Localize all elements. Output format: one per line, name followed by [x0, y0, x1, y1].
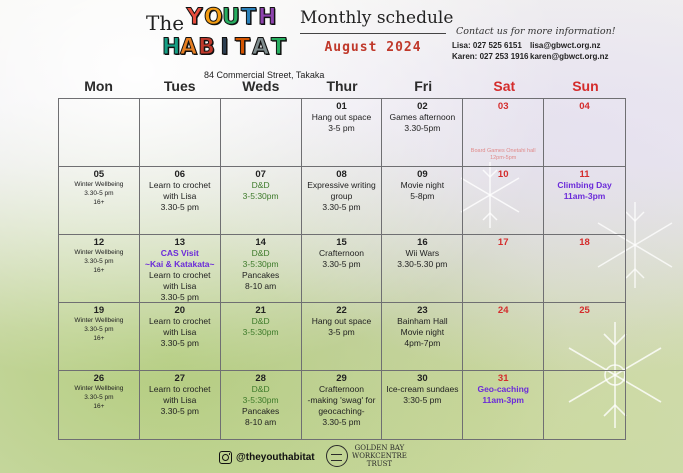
event-text: Games afternoon 3.30-5pm: [389, 112, 456, 133]
calendar-day-cell: [302, 235, 383, 303]
event-text: Bainham Hall Movie night 4pm-7pm: [397, 316, 448, 348]
calendar-day-cell: [59, 235, 140, 303]
day-number: 21: [255, 305, 266, 316]
contact-row: [452, 41, 601, 50]
calendar-day-cell: [59, 303, 140, 371]
calendar-day-cell: [221, 303, 302, 371]
month-label: August 2024: [324, 40, 422, 55]
calendar-day-cell: [221, 167, 302, 235]
day-number: 13: [174, 237, 186, 248]
weekday-sun: Sun: [572, 78, 599, 94]
weekday-mon: Mon: [84, 78, 113, 94]
event-text: Climbing Day 11am-3pm: [557, 180, 612, 201]
event-text: Crafternoon -making 'swag' for geocaching- 3.30-5 pm: [307, 384, 376, 427]
weekday-thur: Thur: [326, 78, 358, 94]
logo-letter: H: [258, 5, 277, 30]
day-number: 23: [417, 305, 428, 316]
event-text: Board Games Onetahi hall 12pm-5pm: [470, 148, 536, 161]
calendar-day-cell: [302, 303, 383, 371]
calendar-day-cell: [221, 99, 302, 167]
weekday-header-row: [58, 78, 626, 94]
address: 84 Commercial Street, Takaka: [204, 70, 325, 80]
event-text: Expressive writing group 3.30-5 pm: [307, 180, 376, 212]
event-text: Winter Wellbeing 3.30-5 pm 16+: [74, 385, 124, 410]
calendar-day-cell: [382, 371, 463, 439]
calendar-grid: [58, 98, 626, 440]
weekday-sat: Sat: [493, 78, 516, 94]
calendar-day-cell: [382, 99, 463, 167]
day-number: 29: [336, 373, 347, 384]
contact-phone: Karen: 027 253 1916: [452, 52, 529, 61]
calendar-day-cell: [544, 167, 625, 235]
day-number: 03: [497, 101, 509, 112]
calendar-day-cell: [302, 371, 383, 439]
day-number: 30: [417, 373, 428, 384]
workcentre-logo: [326, 444, 407, 468]
contact-row: [452, 52, 609, 61]
calendar-day-cell: [140, 303, 221, 371]
day-number: 11: [579, 169, 590, 180]
logo-letter: U: [222, 5, 240, 30]
event-text: Learn to crochet with Lisa 3.30-5 pm: [149, 180, 211, 212]
event-text: Learn to crochet with Lisa 3.30-5 pm: [149, 316, 211, 348]
event-text: Geo-caching 11am-3pm: [477, 384, 529, 405]
event-text: D&D 3-5:30pm: [242, 180, 279, 201]
event-text: Winter Wellbeing 3.30-5 pm 16+: [74, 317, 124, 342]
event-text: Movie night 5-8pm: [400, 180, 445, 201]
event-text: Pancakes 8-10 am: [241, 406, 280, 427]
instagram-link[interactable]: [219, 451, 315, 464]
calendar-day-cell: [302, 167, 383, 235]
calendar-day-cell: [302, 99, 383, 167]
contact-email[interactable]: lisa@gbwct.org.nz: [530, 41, 601, 50]
contact-heading: Contact us for more information!: [456, 26, 616, 37]
day-number: 05: [93, 169, 105, 180]
calendar-day-cell: [463, 371, 544, 439]
day-number: 20: [174, 305, 186, 316]
day-number: 31: [497, 373, 509, 384]
event-text: Winter Wellbeing 3.30-5 pm 16+: [74, 181, 124, 206]
day-number: 15: [336, 237, 347, 248]
contact-email[interactable]: karen@gbwct.org.nz: [530, 52, 609, 61]
golden-bay-workcentre-logo-icon: [326, 445, 348, 467]
day-number: 27: [174, 373, 186, 384]
event-text: Learn to crochet with Lisa 3.30-5 pm: [149, 270, 211, 302]
day-number: 17: [497, 237, 509, 248]
calendar-day-cell: [544, 303, 625, 371]
day-number: 14: [255, 237, 266, 248]
org-line: TRUST: [366, 460, 393, 468]
event-text: Pancakes 8-10 am: [241, 270, 280, 291]
calendar-day-cell: [59, 167, 140, 235]
calendar-day-cell: [382, 167, 463, 235]
calendar-day-cell: [544, 99, 625, 167]
day-number: 10: [497, 169, 509, 180]
org-line: WORKCENTRE: [352, 452, 407, 460]
logo-line-habitat: [162, 35, 287, 61]
contact-phone: Lisa: 027 525 6151: [452, 41, 522, 50]
event-text: Crafternoon 3.30-5 pm: [319, 248, 364, 269]
calendar-day-cell: [140, 371, 221, 439]
event-text: Hang out space 3-5 pm: [311, 112, 372, 133]
calendar-day-cell: [140, 235, 221, 303]
logo-letter: H: [162, 35, 181, 60]
day-number: 07: [255, 169, 266, 180]
day-number: 19: [93, 305, 105, 316]
day-number: 04: [579, 101, 590, 112]
youth-habitat-logo: [146, 3, 296, 69]
event-text: D&D 3-5:30pm: [242, 248, 279, 269]
logo-letter: A: [180, 35, 198, 60]
day-number: 01: [336, 101, 347, 112]
calendar-day-cell: [463, 99, 544, 167]
logo-letter: T: [270, 35, 286, 60]
calendar-day-cell: [221, 371, 302, 439]
event-text: Ice-cream sundaes 3:30-5 pm: [386, 384, 459, 405]
calendar-day-cell: [544, 371, 625, 439]
calendar-day-cell: [544, 235, 625, 303]
logo-letter: I: [220, 35, 229, 60]
logo-letter: B: [198, 35, 215, 60]
day-number: 26: [93, 373, 105, 384]
event-text: D&D 3-5:30pm: [242, 316, 279, 337]
logo-line-youth: [186, 5, 275, 31]
calendar-day-cell: [140, 167, 221, 235]
event-text: D&D 3-5:30pm: [242, 384, 279, 405]
day-number: 24: [497, 305, 509, 316]
org-line: GOLDEN BAY: [354, 444, 405, 452]
calendar-day-cell: [59, 371, 140, 439]
instagram-handle: @theyouthabitat: [236, 452, 315, 463]
event-text: Learn to crochet with Lisa 3.30-5 pm: [149, 384, 211, 416]
day-number: 08: [336, 169, 347, 180]
day-number: 22: [336, 305, 347, 316]
day-number: 25: [579, 305, 590, 316]
day-number: 28: [255, 373, 266, 384]
page-title: Monthly schedule: [300, 8, 454, 28]
calendar-day-cell: [140, 99, 221, 167]
logo-letter: O: [204, 5, 223, 30]
calendar-day-cell: [382, 303, 463, 371]
event-text: Winter Wellbeing 3.30-5 pm 16+: [74, 249, 124, 274]
instagram-icon: [219, 451, 232, 464]
calendar-day-cell: [59, 99, 140, 167]
calendar-day-cell: [463, 167, 544, 235]
logo-letter: T: [234, 35, 250, 60]
event-text: Wii Wars 3.30-5.30 pm: [397, 248, 448, 269]
calendar-day-cell: [463, 235, 544, 303]
logo-letter: A: [252, 35, 270, 60]
event-text: Hang out space 3-5 pm: [311, 316, 372, 337]
calendar-day-cell: [221, 235, 302, 303]
logo-letter: T: [240, 5, 256, 30]
title-divider: [300, 33, 446, 34]
weekday-fri: Fri: [414, 78, 433, 94]
day-number: 02: [417, 101, 428, 112]
weekday-weds: Weds: [242, 78, 280, 94]
day-number: 12: [93, 237, 105, 248]
logo-the: The: [146, 11, 185, 35]
weekday-tues: Tues: [163, 78, 196, 94]
day-number: 09: [417, 169, 428, 180]
calendar-day-cell: [382, 235, 463, 303]
day-number: 18: [579, 237, 590, 248]
workcentre-name: [352, 444, 407, 468]
day-number: 06: [174, 169, 186, 180]
logo-letter: Y: [186, 5, 203, 30]
calendar-day-cell: [463, 303, 544, 371]
event-text: CAS Visit ~Kai & Katakata~: [145, 248, 215, 269]
day-number: 16: [417, 237, 428, 248]
